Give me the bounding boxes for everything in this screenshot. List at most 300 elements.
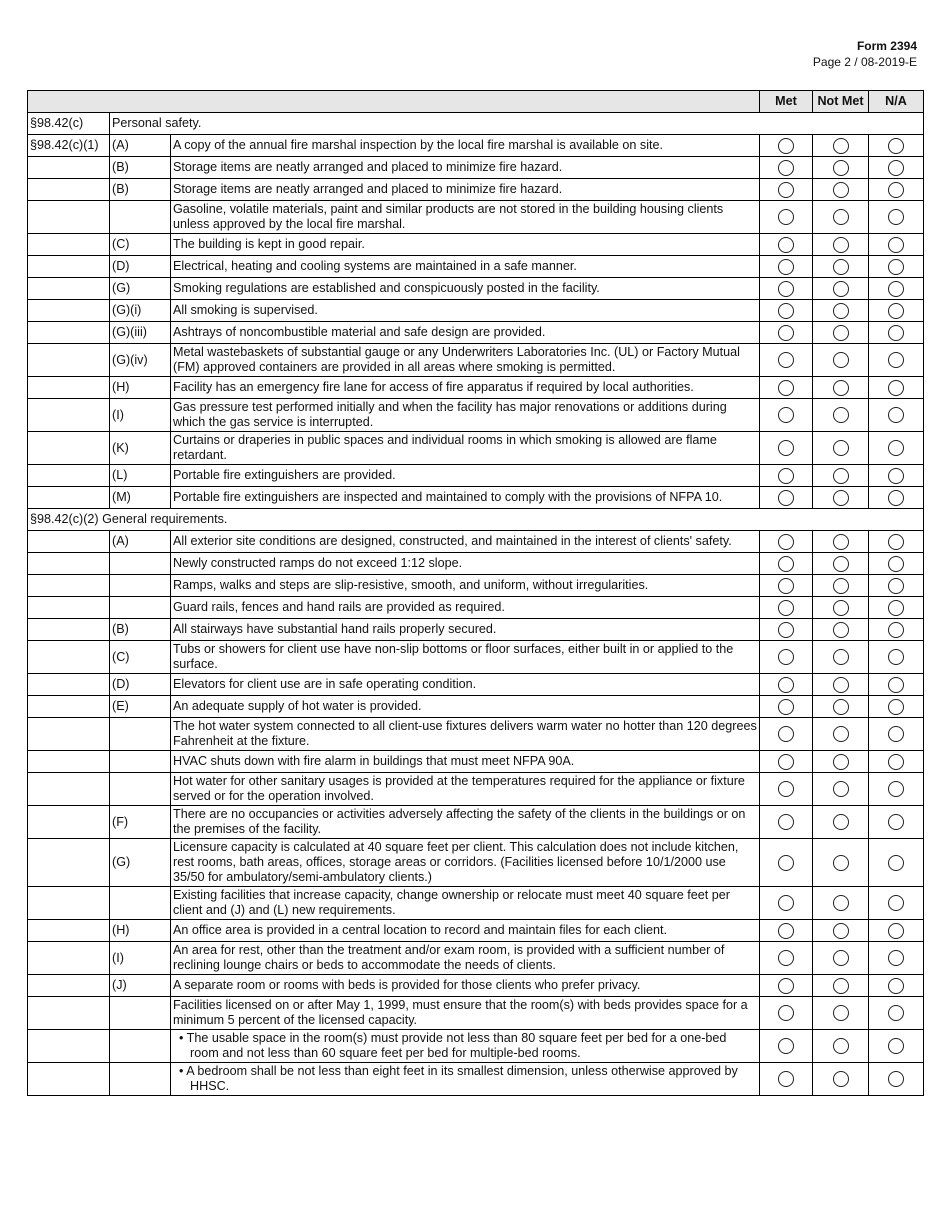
na-radio[interactable] bbox=[888, 534, 904, 550]
met-radio[interactable] bbox=[778, 814, 794, 830]
not-met-cell bbox=[813, 597, 869, 619]
met-cell bbox=[760, 1030, 813, 1063]
not-met-radio[interactable] bbox=[833, 726, 849, 742]
rule-ref: (G) bbox=[110, 278, 171, 300]
rule-ref: (I) bbox=[110, 399, 171, 432]
section-code bbox=[28, 399, 110, 432]
met-radio[interactable] bbox=[778, 895, 794, 911]
met-radio[interactable] bbox=[778, 160, 794, 176]
met-radio[interactable] bbox=[778, 440, 794, 456]
na-radio[interactable] bbox=[888, 468, 904, 484]
met-radio[interactable] bbox=[778, 407, 794, 423]
requirement-text: All smoking is supervised. bbox=[171, 300, 760, 322]
met-cell bbox=[760, 575, 813, 597]
table-row bbox=[28, 300, 924, 322]
na-radio[interactable] bbox=[888, 182, 904, 198]
section-title: Personal safety. bbox=[110, 113, 924, 135]
na-cell bbox=[869, 179, 924, 201]
na-radio[interactable] bbox=[888, 895, 904, 911]
met-radio[interactable] bbox=[778, 677, 794, 693]
requirement-text: All exterior site conditions are designed, constructed, and maintained in the interest of clients' safety. bbox=[171, 531, 760, 553]
section-code bbox=[28, 432, 110, 465]
table-row bbox=[28, 256, 924, 278]
met-cell bbox=[760, 234, 813, 256]
not-met-radio[interactable] bbox=[833, 237, 849, 253]
table-row bbox=[28, 377, 924, 399]
na-cell bbox=[869, 201, 924, 234]
table-row bbox=[28, 597, 924, 619]
met-cell bbox=[760, 157, 813, 179]
not-met-radio[interactable] bbox=[833, 352, 849, 368]
rule-ref: (I) bbox=[110, 942, 171, 975]
na-cell bbox=[869, 322, 924, 344]
not-met-radio[interactable] bbox=[833, 325, 849, 341]
rule-ref bbox=[110, 887, 171, 920]
na-radio[interactable] bbox=[888, 1071, 904, 1087]
met-cell bbox=[760, 487, 813, 509]
not-met-radio[interactable] bbox=[833, 600, 849, 616]
not-met-cell bbox=[813, 997, 869, 1030]
requirement-text: Portable fire extinguishers are provided. bbox=[171, 465, 760, 487]
na-radio[interactable] bbox=[888, 781, 904, 797]
section-code bbox=[28, 942, 110, 975]
table-row bbox=[28, 696, 924, 718]
met-radio[interactable] bbox=[778, 325, 794, 341]
requirement-text: Facilities licensed on or after May 1, 1999, must ensure that the room(s) with beds provides space for a minimum 5 percent of the licensed capacity. bbox=[171, 997, 760, 1030]
requirement-text: A copy of the annual fire marshal inspection by the local fire marshal is available on site. bbox=[171, 135, 760, 157]
section-code bbox=[28, 201, 110, 234]
na-radio[interactable] bbox=[888, 209, 904, 225]
requirement-text: Hot water for other sanitary usages is provided at the temperatures required for the appliance or fixture served or for the operation involved. bbox=[171, 773, 760, 806]
na-radio[interactable] bbox=[888, 622, 904, 638]
not-met-radio[interactable] bbox=[833, 699, 849, 715]
not-met-cell bbox=[813, 975, 869, 997]
rule-ref: (G)(iv) bbox=[110, 344, 171, 377]
section-code bbox=[28, 157, 110, 179]
rule-ref: (H) bbox=[110, 920, 171, 942]
na-radio[interactable] bbox=[888, 303, 904, 319]
section-code bbox=[28, 619, 110, 641]
requirement-text: Storage items are neatly arranged and placed to minimize fire hazard. bbox=[171, 157, 760, 179]
section-code bbox=[28, 377, 110, 399]
rule-ref: (F) bbox=[110, 806, 171, 839]
na-cell bbox=[869, 997, 924, 1030]
met-radio[interactable] bbox=[778, 352, 794, 368]
rule-ref: (E) bbox=[110, 696, 171, 718]
met-radio[interactable] bbox=[778, 754, 794, 770]
not-met-cell bbox=[813, 553, 869, 575]
section-code bbox=[28, 300, 110, 322]
not-met-cell bbox=[813, 465, 869, 487]
na-cell bbox=[869, 575, 924, 597]
na-radio[interactable] bbox=[888, 699, 904, 715]
not-met-cell bbox=[813, 377, 869, 399]
na-radio[interactable] bbox=[888, 726, 904, 742]
not-met-cell bbox=[813, 157, 869, 179]
not-met-radio[interactable] bbox=[833, 468, 849, 484]
not-met-radio[interactable] bbox=[833, 160, 849, 176]
table-row bbox=[28, 278, 924, 300]
not-met-radio[interactable] bbox=[833, 649, 849, 665]
met-cell bbox=[760, 839, 813, 887]
section-code bbox=[28, 839, 110, 887]
met-radio[interactable] bbox=[778, 600, 794, 616]
table-row bbox=[28, 157, 924, 179]
met-cell bbox=[760, 920, 813, 942]
met-radio[interactable] bbox=[778, 622, 794, 638]
met-radio[interactable] bbox=[778, 649, 794, 665]
rule-ref bbox=[110, 718, 171, 751]
not-met-cell bbox=[813, 839, 869, 887]
na-radio[interactable] bbox=[888, 259, 904, 275]
not-met-radio[interactable] bbox=[833, 978, 849, 994]
page-info: Page 2 / 08-2019-E bbox=[812, 55, 917, 69]
met-radio[interactable] bbox=[778, 281, 794, 297]
met-cell bbox=[760, 300, 813, 322]
met-cell bbox=[760, 531, 813, 553]
na-cell bbox=[869, 887, 924, 920]
section-code bbox=[28, 806, 110, 839]
not-met-radio[interactable] bbox=[833, 814, 849, 830]
requirement-text: Storage items are neatly arranged and placed to minimize fire hazard. bbox=[171, 179, 760, 201]
met-cell bbox=[760, 773, 813, 806]
na-radio[interactable] bbox=[888, 138, 904, 154]
not-met-radio[interactable] bbox=[833, 754, 849, 770]
rule-ref: (M) bbox=[110, 487, 171, 509]
met-radio[interactable] bbox=[778, 209, 794, 225]
not-met-cell bbox=[813, 887, 869, 920]
met-cell bbox=[760, 399, 813, 432]
na-cell bbox=[869, 942, 924, 975]
rule-ref: (L) bbox=[110, 465, 171, 487]
table-row bbox=[28, 399, 924, 432]
rule-ref bbox=[110, 575, 171, 597]
not-met-radio[interactable] bbox=[833, 622, 849, 638]
section-code: §98.42(c) bbox=[28, 113, 110, 135]
not-met-cell bbox=[813, 432, 869, 465]
requirement-text: Metal wastebaskets of substantial gauge or any Underwriters Laboratories Inc. (UL) or Factory Mutual (FM) approved containers are provided in all areas where smoking is permitted. bbox=[171, 344, 760, 377]
rule-ref: (D) bbox=[110, 674, 171, 696]
table-header-row bbox=[28, 91, 924, 113]
met-cell bbox=[760, 674, 813, 696]
na-cell bbox=[869, 839, 924, 887]
na-radio[interactable] bbox=[888, 490, 904, 506]
not-met-cell bbox=[813, 920, 869, 942]
requirement-text: An office area is provided in a central location to record and maintain files for each client. bbox=[171, 920, 760, 942]
not-met-radio[interactable] bbox=[833, 1038, 849, 1054]
section-text: General requirements. bbox=[102, 512, 228, 526]
met-radio[interactable] bbox=[778, 182, 794, 198]
rule-ref bbox=[110, 773, 171, 806]
na-cell bbox=[869, 553, 924, 575]
na-radio[interactable] bbox=[888, 923, 904, 939]
na-cell bbox=[869, 344, 924, 377]
table-row bbox=[28, 806, 924, 839]
section-code bbox=[28, 751, 110, 773]
not-met-radio[interactable] bbox=[833, 781, 849, 797]
not-met-cell bbox=[813, 674, 869, 696]
requirement-text: Gasoline, volatile materials, paint and similar products are not stored in the building housing clients unless approved by the local fire marshal. bbox=[171, 201, 760, 234]
met-radio[interactable] bbox=[778, 490, 794, 506]
not-met-radio[interactable] bbox=[833, 578, 849, 594]
na-radio[interactable] bbox=[888, 325, 904, 341]
requirement-text: HVAC shuts down with fire alarm in buildings that must meet NFPA 90A. bbox=[171, 751, 760, 773]
met-cell bbox=[760, 975, 813, 997]
met-radio[interactable] bbox=[778, 1038, 794, 1054]
na-radio[interactable] bbox=[888, 649, 904, 665]
na-cell bbox=[869, 432, 924, 465]
met-radio[interactable] bbox=[778, 699, 794, 715]
section-code: §98.42(c)(1) bbox=[28, 135, 110, 157]
column-not-met: Not Met bbox=[813, 91, 869, 113]
not-met-radio[interactable] bbox=[833, 1005, 849, 1021]
requirement-text: Newly constructed ramps do not exceed 1:12 slope. bbox=[171, 553, 760, 575]
met-cell bbox=[760, 256, 813, 278]
section-code bbox=[28, 674, 110, 696]
rule-ref: (G) bbox=[110, 839, 171, 887]
requirement-text: There are no occupancies or activities adversely affecting the safety of the clients in the buildings or on the premises of the facility. bbox=[171, 806, 760, 839]
rule-ref bbox=[110, 1063, 171, 1096]
na-cell bbox=[869, 806, 924, 839]
requirement-text: Tubs or showers for client use have non-slip bottoms or floor surfaces, either built in or applied to the surface. bbox=[171, 641, 760, 674]
met-radio[interactable] bbox=[778, 259, 794, 275]
met-radio[interactable] bbox=[778, 380, 794, 396]
not-met-radio[interactable] bbox=[833, 677, 849, 693]
not-met-cell bbox=[813, 806, 869, 839]
na-cell bbox=[869, 1063, 924, 1096]
table-row bbox=[28, 465, 924, 487]
na-cell bbox=[869, 377, 924, 399]
met-cell bbox=[760, 432, 813, 465]
not-met-cell bbox=[813, 773, 869, 806]
section-code bbox=[28, 278, 110, 300]
na-radio[interactable] bbox=[888, 754, 904, 770]
na-radio[interactable] bbox=[888, 855, 904, 871]
section-code: §98.42(c)(2) bbox=[30, 512, 99, 526]
not-met-cell bbox=[813, 641, 869, 674]
na-radio[interactable] bbox=[888, 814, 904, 830]
met-radio[interactable] bbox=[778, 303, 794, 319]
table-row bbox=[28, 531, 924, 553]
na-radio[interactable] bbox=[888, 440, 904, 456]
not-met-cell bbox=[813, 531, 869, 553]
checklist-table bbox=[27, 90, 924, 1096]
na-cell bbox=[869, 399, 924, 432]
not-met-cell bbox=[813, 234, 869, 256]
not-met-radio[interactable] bbox=[833, 182, 849, 198]
met-cell bbox=[760, 377, 813, 399]
met-radio[interactable] bbox=[778, 923, 794, 939]
na-cell bbox=[869, 234, 924, 256]
met-radio[interactable] bbox=[778, 726, 794, 742]
section-code bbox=[28, 718, 110, 751]
section-code bbox=[28, 641, 110, 674]
not-met-radio[interactable] bbox=[833, 534, 849, 550]
rule-ref: (C) bbox=[110, 234, 171, 256]
met-cell bbox=[760, 641, 813, 674]
not-met-radio[interactable] bbox=[833, 138, 849, 154]
section-code bbox=[28, 1063, 110, 1096]
na-radio[interactable] bbox=[888, 407, 904, 423]
met-radio[interactable] bbox=[778, 237, 794, 253]
not-met-cell bbox=[813, 322, 869, 344]
section-code bbox=[28, 322, 110, 344]
met-radio[interactable] bbox=[778, 978, 794, 994]
met-radio[interactable] bbox=[778, 534, 794, 550]
na-radio[interactable] bbox=[888, 352, 904, 368]
met-radio[interactable] bbox=[778, 138, 794, 154]
na-radio[interactable] bbox=[888, 578, 904, 594]
not-met-radio[interactable] bbox=[833, 281, 849, 297]
met-cell bbox=[760, 1063, 813, 1096]
table-row bbox=[28, 674, 924, 696]
table-row bbox=[28, 997, 924, 1030]
not-met-cell bbox=[813, 1030, 869, 1063]
rule-ref bbox=[110, 997, 171, 1030]
not-met-cell bbox=[813, 278, 869, 300]
met-radio[interactable] bbox=[778, 556, 794, 572]
na-cell bbox=[869, 157, 924, 179]
na-radio[interactable] bbox=[888, 281, 904, 297]
table-row bbox=[28, 887, 924, 920]
not-met-radio[interactable] bbox=[833, 895, 849, 911]
met-radio[interactable] bbox=[778, 950, 794, 966]
na-cell bbox=[869, 256, 924, 278]
requirement-text: The hot water system connected to all client-use fixtures delivers warm water no hotter than 120 degrees Fahrenheit at the fixture. bbox=[171, 718, 760, 751]
met-cell bbox=[760, 619, 813, 641]
section-code bbox=[28, 179, 110, 201]
section-code bbox=[28, 256, 110, 278]
form-header bbox=[813, 38, 917, 70]
rule-ref: (J) bbox=[110, 975, 171, 997]
not-met-cell bbox=[813, 1063, 869, 1096]
form-number: Form 2394 bbox=[856, 39, 917, 53]
table-row bbox=[28, 975, 924, 997]
table-row bbox=[28, 234, 924, 256]
rule-ref: (A) bbox=[110, 531, 171, 553]
na-radio[interactable] bbox=[888, 950, 904, 966]
rule-ref: (K) bbox=[110, 432, 171, 465]
not-met-cell bbox=[813, 575, 869, 597]
section-row bbox=[28, 509, 924, 531]
requirement-text: The building is kept in good repair. bbox=[171, 234, 760, 256]
section-code bbox=[28, 887, 110, 920]
section-code bbox=[28, 696, 110, 718]
not-met-radio[interactable] bbox=[833, 259, 849, 275]
section-code bbox=[28, 531, 110, 553]
met-radio[interactable] bbox=[778, 578, 794, 594]
not-met-radio[interactable] bbox=[833, 490, 849, 506]
met-cell bbox=[760, 278, 813, 300]
table-row bbox=[28, 641, 924, 674]
section-code bbox=[28, 1030, 110, 1063]
na-radio[interactable] bbox=[888, 1038, 904, 1054]
na-radio[interactable] bbox=[888, 600, 904, 616]
table-row bbox=[28, 751, 924, 773]
rule-ref: (C) bbox=[110, 641, 171, 674]
section-code bbox=[28, 975, 110, 997]
section-code bbox=[28, 920, 110, 942]
not-met-cell bbox=[813, 300, 869, 322]
met-cell bbox=[760, 942, 813, 975]
requirement-text: Curtains or draperies in public spaces and individual rooms in which smoking is allowed are flame retardant. bbox=[171, 432, 760, 465]
na-cell bbox=[869, 718, 924, 751]
rule-ref bbox=[110, 201, 171, 234]
na-cell bbox=[869, 465, 924, 487]
met-radio[interactable] bbox=[778, 1071, 794, 1087]
na-radio[interactable] bbox=[888, 1005, 904, 1021]
table-row bbox=[28, 322, 924, 344]
section-code bbox=[28, 344, 110, 377]
met-radio[interactable] bbox=[778, 781, 794, 797]
na-radio[interactable] bbox=[888, 237, 904, 253]
na-cell bbox=[869, 975, 924, 997]
requirement-text: Existing facilities that increase capacity, change ownership or relocate must meet 40 square feet per client and (J) and (L) new requirements. bbox=[171, 887, 760, 920]
requirement-text: An area for rest, other than the treatment and/or exam room, is provided with a sufficient number of reclining lounge chairs or beds to accommodate the needs of clients. bbox=[171, 942, 760, 975]
not-met-cell bbox=[813, 256, 869, 278]
not-met-radio[interactable] bbox=[833, 950, 849, 966]
na-radio[interactable] bbox=[888, 380, 904, 396]
table-row bbox=[28, 773, 924, 806]
not-met-cell bbox=[813, 399, 869, 432]
section-code bbox=[28, 553, 110, 575]
met-radio[interactable] bbox=[778, 468, 794, 484]
requirement-text: A separate room or rooms with beds is provided for those clients who prefer privacy. bbox=[171, 975, 760, 997]
section-code bbox=[28, 465, 110, 487]
na-cell bbox=[869, 751, 924, 773]
met-radio[interactable] bbox=[778, 1005, 794, 1021]
rule-ref bbox=[110, 553, 171, 575]
na-radio[interactable] bbox=[888, 556, 904, 572]
na-radio[interactable] bbox=[888, 160, 904, 176]
not-met-radio[interactable] bbox=[833, 407, 849, 423]
met-radio[interactable] bbox=[778, 855, 794, 871]
section-title bbox=[28, 509, 924, 531]
met-cell bbox=[760, 751, 813, 773]
na-cell bbox=[869, 278, 924, 300]
not-met-cell bbox=[813, 751, 869, 773]
not-met-radio[interactable] bbox=[833, 556, 849, 572]
not-met-radio[interactable] bbox=[833, 440, 849, 456]
na-radio[interactable] bbox=[888, 978, 904, 994]
section-code bbox=[28, 575, 110, 597]
na-radio[interactable] bbox=[888, 677, 904, 693]
not-met-radio[interactable] bbox=[833, 855, 849, 871]
not-met-cell bbox=[813, 942, 869, 975]
not-met-radio[interactable] bbox=[833, 303, 849, 319]
rule-ref bbox=[110, 1030, 171, 1063]
met-cell bbox=[760, 718, 813, 751]
requirement-text: Licensure capacity is calculated at 40 square feet per client. This calculation does not include kitchen, rest rooms, bath areas, offices, storage areas or corridors. (Facilities licensed before 10/1/2000 use 35/50 for ambulatory/semi-ambulatory clients.) bbox=[171, 839, 760, 887]
bullet-text: • The usable space in the room(s) must provide not less than 80 square feet per bed for a one-bed room and not less than 60 square feet per bed for multiple-bed rooms. bbox=[179, 1031, 727, 1060]
met-cell bbox=[760, 553, 813, 575]
requirement-text: Ashtrays of noncombustible material and safe design are provided. bbox=[171, 322, 760, 344]
not-met-cell bbox=[813, 135, 869, 157]
not-met-radio[interactable] bbox=[833, 209, 849, 225]
not-met-radio[interactable] bbox=[833, 380, 849, 396]
rule-ref: (G)(i) bbox=[110, 300, 171, 322]
met-cell bbox=[760, 696, 813, 718]
requirement-text: An adequate supply of hot water is provided. bbox=[171, 696, 760, 718]
not-met-radio[interactable] bbox=[833, 923, 849, 939]
not-met-cell bbox=[813, 487, 869, 509]
table-row bbox=[28, 942, 924, 975]
table-row bbox=[28, 344, 924, 377]
requirement-text bbox=[171, 1063, 760, 1096]
requirement-text: Ramps, walks and steps are slip-resistive, smooth, and uniform, without irregularities. bbox=[171, 575, 760, 597]
not-met-radio[interactable] bbox=[833, 1071, 849, 1087]
na-cell bbox=[869, 641, 924, 674]
